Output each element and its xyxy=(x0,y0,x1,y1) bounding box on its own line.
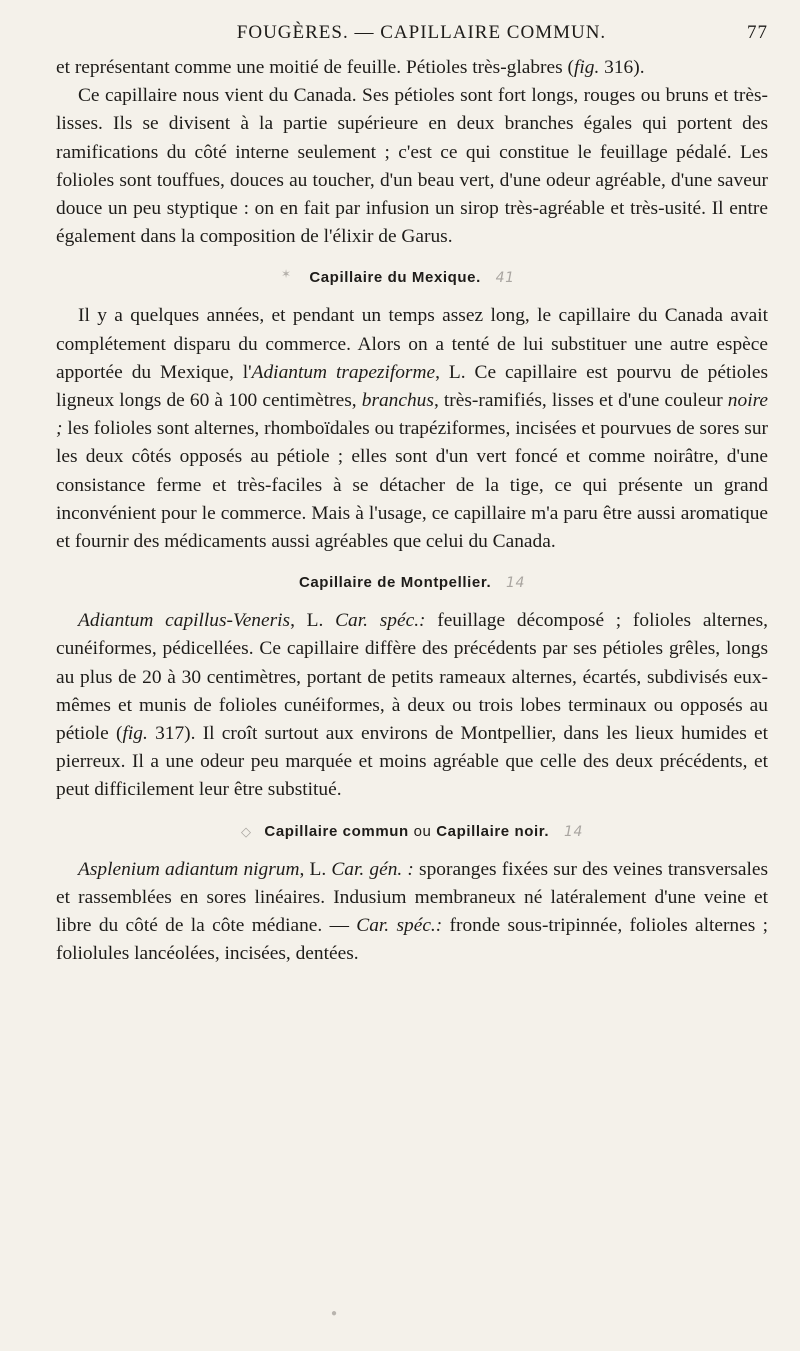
paragraph-montpellier xyxy=(56,607,768,804)
section-title: Capillaire du Mexique. xyxy=(309,269,481,287)
section-title: Capillaire noir. xyxy=(436,822,550,840)
section-title: Capillaire commun xyxy=(264,822,409,840)
text-run: et représentant comme une moitié de feuille. Pétioles très-glabres ( xyxy=(56,57,574,78)
pencil-mark-icon: ◇ xyxy=(241,823,252,839)
figure-ref: fig. xyxy=(122,723,148,745)
paragraph-canada: Ce capillaire nous vient du Canada. Ses pétioles sont fort longs, rouges ou bruns et très-lisses. Ils se divisent à la partie supérieure en deux branches égales qui portent des ramifications du côté interne seulement ; c'est ce qui constitue le feuillage pédalé. Les folioles sont touffues, douces au toucher, d'un beau vert, d'une odeur agréable, d'une saveur douce un peu styptique : on en fait par infusion un sirop très-agréable et très-usité. Il entre également dans la composition de l'élixir de Garus. xyxy=(56,85,768,248)
running-title: FOUGÈRES. — CAPILLAIRE COMMUN. xyxy=(236,22,607,43)
section-title-connector: ou xyxy=(408,822,437,840)
italic-term: Car. spéc.: xyxy=(335,610,426,632)
text-run: Il y a quelques années, et pendant un temps assez long, le capillaire du Canada avait complétement disparu du commerce. Alors on a tenté de lui substituer une autre espèce apportée du Mexique, l' xyxy=(56,305,768,383)
text-run: fronde sous-tripinnée, folioles alternes ; foliolules lancéolées, incisées, dentées. xyxy=(56,915,768,965)
text-run: , L. xyxy=(290,610,336,632)
text-run: , L. xyxy=(299,858,332,880)
italic-term: Car. spéc.: xyxy=(356,915,443,937)
pencil-annotation: 14 xyxy=(563,823,583,840)
section-heading-commun xyxy=(56,823,768,840)
book-page xyxy=(56,22,768,968)
species-name: Asplenium adiantum nigrum xyxy=(78,858,300,880)
section-title: Capillaire de Montpellier. xyxy=(298,574,492,592)
figure-ref: fig. xyxy=(573,57,600,78)
italic-term: Car. gén. : xyxy=(331,858,414,880)
section-heading-montpellier xyxy=(56,574,768,591)
running-header xyxy=(56,22,768,44)
pencil-mark-icon: ✶ xyxy=(281,267,292,282)
text-run: 316). xyxy=(599,57,645,78)
text-run: les folioles sont alternes, rhomboïdales ou trapéziformes, incisées et pourvues de sores sur les deux côtés opposés au pétiole ; elles sont d'un vert foncé et comme noirâtre, d'une consistance ferme et très-faciles à se détacher de la tige, ce qui présente un grand inconvénient pour le commerce. Mais à l'usage, ce capillaire m'a paru être aussi aromatique et fournir des médicaments aussi agréables que celui du Canada. xyxy=(56,418,768,553)
text-run: feuillage décomposé ; folioles alternes, cunéiformes, pédicellées. Ce capillaire diffère des précédents par ses pétioles grêles, longs au plus de 20 à 30 centimètres, portant de petits rameaux alternes, écartés, subdivisés eux-mêmes et munis de folioles cunéiformes, à deux ou trois lobes terminaux ou opposés au pétiole ( xyxy=(56,610,768,745)
page-number: 77 xyxy=(747,22,768,43)
text-run: sporanges fixées sur des veines transversales et rassemblées en sores linéaires. Indusium membraneux né latéralement d'une veine et libre du côté de la côte médiane. — xyxy=(56,858,768,937)
pencil-annotation: 14 xyxy=(506,575,526,592)
text-run: , très-ramifiés, lisses et d'une couleur xyxy=(433,390,728,412)
text-run: , L. Ce capillaire est pourvu de pétioles ligneux longs de 60 à 100 centimètres, xyxy=(56,361,768,412)
pencil-annotation: 41 xyxy=(495,270,515,287)
text-run: 317). Il croît surtout aux environs de Montpellier, dans les lieux humides et pierreux. Il a une odeur peu marquée et moins agréable que celle des deux précédents, et peut difficilement leur être substitué. xyxy=(56,723,768,801)
species-name: Adiantum capillus-Veneris xyxy=(78,610,291,632)
paragraph-mexique xyxy=(56,302,768,556)
section-heading-mexique xyxy=(56,269,768,286)
paragraph-continuation xyxy=(56,54,768,82)
paragraph-asplenium xyxy=(56,856,768,969)
italic-term: branchus xyxy=(361,390,434,412)
italic-term: noire ; xyxy=(56,390,769,440)
stray-mark-icon: ● xyxy=(331,1308,338,1319)
species-name: Adiantum trapeziforme xyxy=(251,361,436,383)
